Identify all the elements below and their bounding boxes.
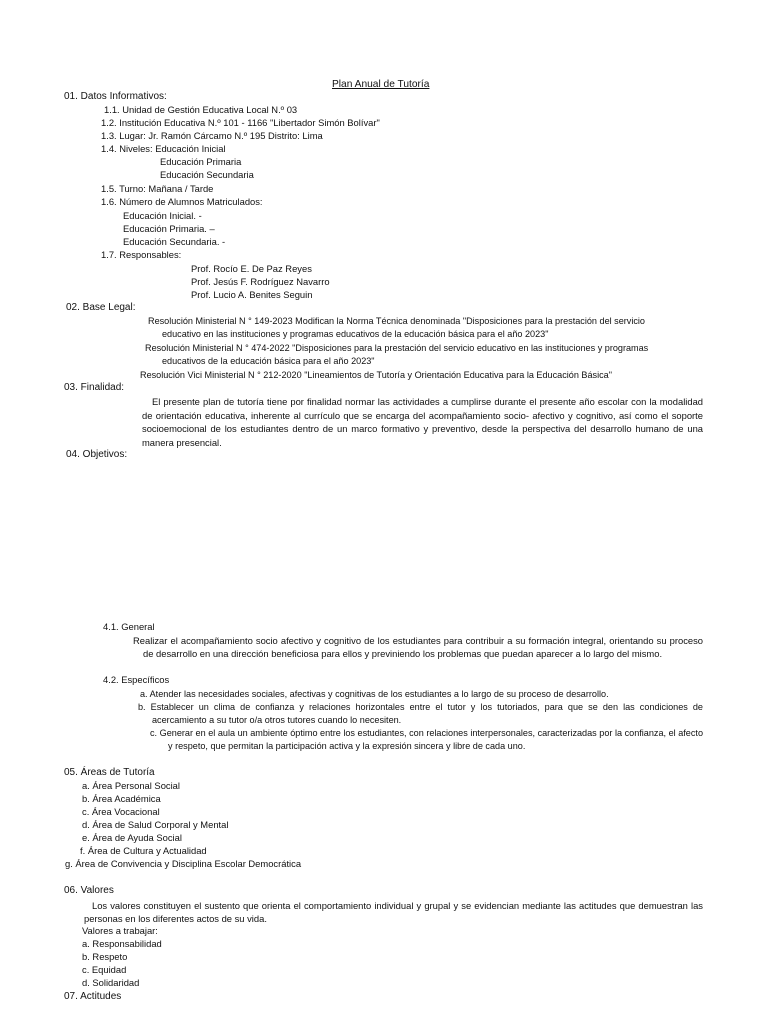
responsable-3: Prof. Lucio A. Benites Seguin bbox=[191, 289, 313, 300]
objetivo-especifico-c: c. Generar en el aula un ambiente óptimo entre los estudiantes, con relaciones interpersonales, caracterizadas por la confianza, el afecto y respeto, que permitan la participación activa y la expresión sincera y libre de cada uno. bbox=[150, 728, 703, 751]
valor-item: a. Responsabilidad bbox=[82, 938, 162, 949]
legal-line-1b: educativo en las instituciones y programas educativos de la educación básica para el año 2023" bbox=[162, 329, 549, 339]
objetivo-general-heading: 4.1. General bbox=[103, 621, 155, 632]
objetivo-general-text: Realizar el acompañamiento socio afectivo y cognitivo de los estudiantes para contribuir a su formación integral, orientando su proceso de desarrollo en una dirección beneficiosa para ellos y previniendo los problemas que puedan aparecer a lo largo del mismo. bbox=[133, 635, 703, 659]
valor-item: b. Respeto bbox=[82, 951, 128, 962]
objetivo-especifico-a: a. Atender las necesidades sociales, afectivas y cognitivas de los estudiantes a lo largo de su proceso de desarrollo. bbox=[140, 689, 609, 699]
info-line-4: 1.4. Niveles: Educación Inicial bbox=[101, 143, 226, 154]
info-line-3: 1.3. Lugar: Jr. Ramón Cárcamo N.º 195 Distrito: Lima bbox=[101, 130, 323, 141]
info-line-6b: Educación Primaria. – bbox=[123, 223, 215, 234]
area-item: e. Área de Ayuda Social bbox=[82, 832, 182, 843]
info-line-6c: Educación Secundaria. - bbox=[123, 236, 226, 247]
valor-item: d. Solidaridad bbox=[82, 977, 140, 988]
info-line-7: 1.7. Responsables: bbox=[101, 249, 182, 260]
info-line-2: 1.2. Institución Educativa N.º 101 - 1166 "Libertador Simón Bolívar" bbox=[101, 117, 380, 128]
legal-line-2b: educativos de la educación básica para el año 2023" bbox=[162, 356, 375, 366]
area-item: f. Área de Cultura y Actualidad bbox=[80, 845, 207, 856]
section-04-heading: 04. Objetivos: bbox=[66, 449, 128, 460]
area-item: b. Área Académica bbox=[82, 793, 161, 804]
objetivos-especificos-heading: 4.2. Específicos bbox=[103, 674, 170, 685]
section-05-heading: 05. Áreas de Tutoría bbox=[64, 767, 155, 778]
document-title: Plan Anual de Tutoría bbox=[332, 79, 430, 90]
valores-subheading: Valores a trabajar: bbox=[82, 925, 158, 936]
info-line-4b: Educación Primaria bbox=[160, 156, 242, 167]
legal-line-1: Resolución Ministerial N ° 149-2023 Modifican la Norma Técnica denominada "Disposiciones para la prestación del servicio bbox=[148, 316, 645, 326]
info-line-6: 1.6. Número de Alumnos Matriculados: bbox=[101, 196, 263, 207]
finalidad-paragraph: El presente plan de tutoría tiene por finalidad normar las actividades a cumplirse durante el presente año escolar con la modalidad de orientación educativa, inherente al currículo que se encarga del acompañamiento socio- afectivo y cognitivo, así como el soporte socioemocional de los estudiantes dentro de un marco formativo y preventivo, desde la perspectiva del desarrollo humano de una manera presencial. bbox=[142, 396, 703, 448]
info-line-6a: Educación Inicial. - bbox=[123, 210, 202, 221]
section-03-heading: 03. Finalidad: bbox=[64, 382, 125, 393]
valor-item: c. Equidad bbox=[82, 964, 127, 975]
info-line-4c: Educación Secundaria bbox=[160, 169, 254, 180]
legal-line-3: Resolución Vici Ministerial N ° 212-2020 "Lineamientos de Tutoría y Orientación Educativa para la Educación Básica" bbox=[140, 370, 612, 380]
responsable-2: Prof. Jesús F. Rodríguez Navarro bbox=[191, 276, 330, 287]
section-01-heading: 01. Datos Informativos: bbox=[64, 91, 167, 102]
area-item: d. Área de Salud Corporal y Mental bbox=[82, 819, 229, 830]
section-06-heading: 06. Valores bbox=[64, 885, 114, 896]
legal-line-2: Resolución Ministerial N ° 474-2022 "Disposiciones para la prestación del servicio educativo en las instituciones y programas bbox=[145, 343, 649, 353]
responsable-1: Prof. Rocío E. De Paz Reyes bbox=[191, 263, 312, 274]
area-item: g. Área de Convivencia y Disciplina Escolar Democrática bbox=[65, 858, 302, 869]
info-line-1: 1.1. Unidad de Gestión Educativa Local N.º 03 bbox=[104, 104, 298, 115]
objetivo-especifico-b: b. Establecer un clima de confianza y relaciones horizontales entre el tutor y los tutoriados, para que se den las condiciones de acercamiento a su tutor o/a otros tutores cuando lo necesiten. bbox=[138, 702, 703, 725]
info-line-5: 1.5. Turno: Mañana / Tarde bbox=[101, 183, 214, 194]
area-item: a. Área Personal Social bbox=[82, 780, 180, 791]
area-item: c. Área Vocacional bbox=[82, 806, 160, 817]
section-02-heading: 02. Base Legal: bbox=[66, 302, 136, 313]
section-07-heading: 07. Actitudes bbox=[64, 991, 122, 1002]
valores-paragraph: Los valores constituyen el sustento que orienta el comportamiento individual y grupal y se evidencian mediante las actitudes que demuestran las personas en los diferentes actos de su vida. bbox=[84, 900, 703, 924]
